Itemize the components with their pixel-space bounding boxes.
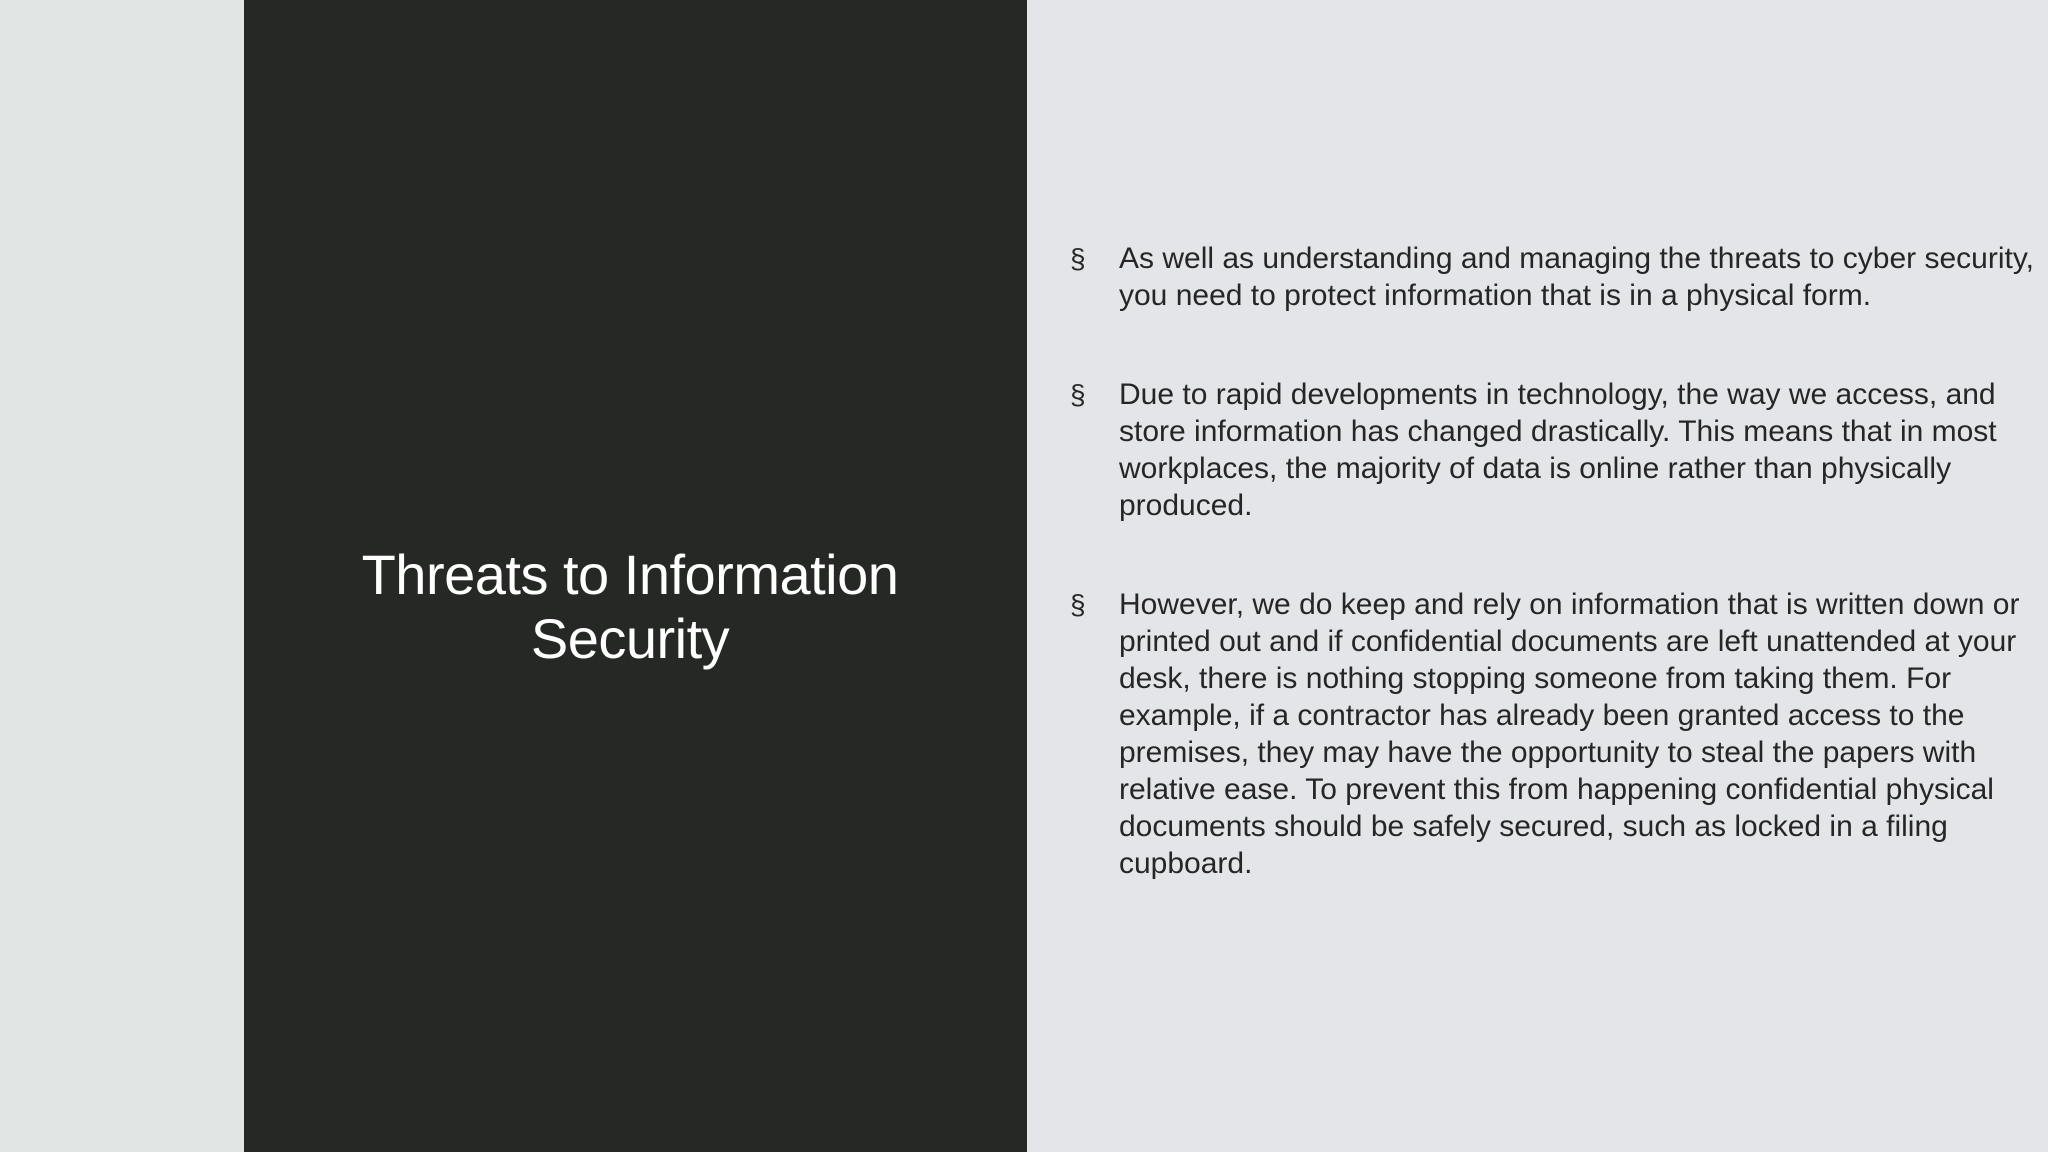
bullet-text: Due to rapid developments in technology, the way we access, and store information has changed drastically. This means that in most workplaces, the majority of data is online rather than physically produced. [1119, 378, 1997, 522]
bullet-text: However, we do keep and rely on information that is written down or printed out and if confidential documents are left unattended at your desk, there is nothing stopping someone from taking them. For example, if a contractor has already been granted access to the premises, they may have the opportunity to steal the papers with relative ease. To prevent this from happening confidential physical documents should be safely secured, such as locked in a filing cupboard. [1119, 588, 2020, 880]
left-margin-strip [0, 0, 244, 1152]
bullet-item [1069, 240, 2044, 314]
bullet-list [1069, 240, 2044, 944]
section-sign-bullet-icon: § [1070, 243, 1086, 274]
section-sign-bullet-icon: § [1070, 379, 1086, 410]
slide-title: Threats to Information Security [361, 542, 899, 670]
bullet-item [1069, 586, 2044, 882]
section-sign-bullet-icon: § [1070, 589, 1086, 620]
bullet-text: As well as understanding and managing the threats to cyber security, you need to protect information that is in a physical form. [1119, 242, 2034, 312]
bullet-item [1069, 376, 2044, 524]
